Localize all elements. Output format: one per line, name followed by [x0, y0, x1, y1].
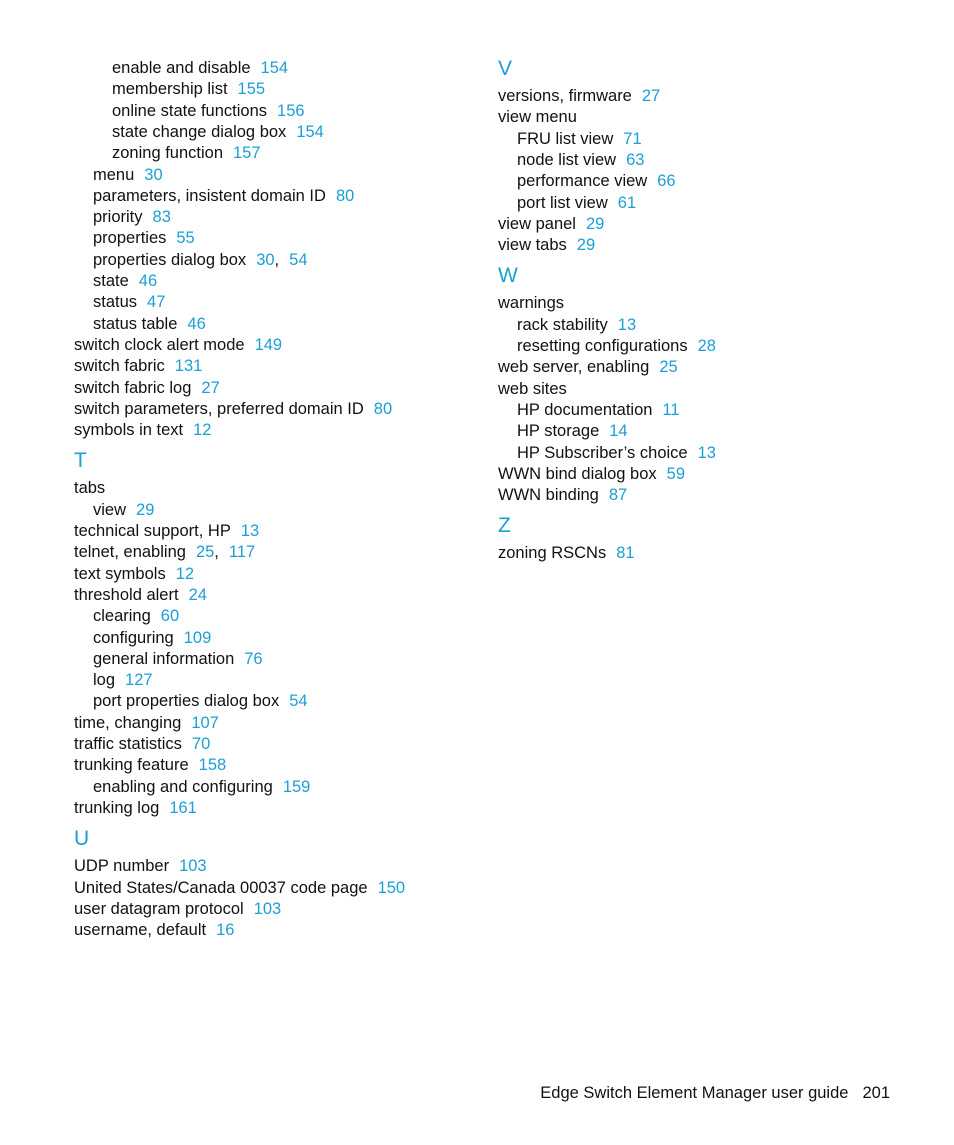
index-term: enable and disable	[112, 59, 251, 77]
index-entry	[74, 713, 219, 734]
index-term: web sites	[498, 379, 567, 398]
index-term: enabling and configuring	[93, 777, 273, 796]
index-term: warnings	[498, 294, 565, 313]
footer-page-number: 201	[862, 1084, 890, 1102]
index-entry	[74, 920, 234, 941]
index-entry	[93, 691, 308, 712]
index-term: United States/Canada 00037 code page	[74, 878, 368, 897]
index-entry	[74, 378, 220, 399]
page-link[interactable]: 13	[697, 443, 716, 462]
index-term: time, changing	[74, 713, 182, 732]
page-link[interactable]: 27	[201, 378, 220, 397]
page-link[interactable]: 80	[373, 399, 393, 418]
page-link[interactable]: 87	[608, 486, 628, 505]
page-link[interactable]: 16	[216, 921, 235, 940]
index-term: WWN binding	[498, 486, 599, 505]
index-term: switch parameters, preferred domain ID	[74, 399, 364, 418]
index-term: username, default	[74, 921, 207, 940]
index-term: HP storage	[517, 422, 600, 441]
index-entry	[498, 235, 595, 256]
index-entry	[74, 899, 281, 920]
index-term: trunking feature	[74, 756, 189, 775]
index-term: symbols in text	[74, 421, 184, 440]
page-link[interactable]: 12	[175, 564, 195, 583]
index-entry	[498, 464, 685, 485]
page-link[interactable]: 47	[147, 293, 166, 312]
index-term: threshold alert	[74, 585, 179, 604]
index-term: view panel	[498, 214, 576, 233]
page-footer	[540, 1083, 890, 1104]
index-entry	[74, 335, 282, 356]
index-entry	[498, 485, 627, 506]
index-entry	[74, 856, 207, 877]
index-term: rack stability	[517, 315, 608, 334]
page-link[interactable]: 107	[191, 713, 219, 732]
index-entry	[498, 379, 567, 400]
index-entry	[74, 521, 259, 542]
page-link[interactable]: 150	[377, 878, 406, 897]
page-link[interactable]: 29	[136, 500, 155, 519]
index-letter-heading: Z	[498, 514, 511, 538]
index-entry	[112, 122, 324, 143]
index-term: menu	[93, 165, 135, 184]
index-entry	[498, 357, 678, 378]
index-entry	[74, 734, 210, 755]
index-term: parameters, insistent domain ID	[93, 186, 326, 205]
index-letter-heading: V	[498, 57, 513, 80]
index-term: user datagram protocol	[74, 899, 244, 918]
index-entry	[93, 606, 179, 627]
index-entry	[498, 293, 564, 314]
index-term: performance view	[517, 172, 648, 191]
index-entry	[93, 165, 163, 186]
footer-title: Edge Switch Element Manager user guide	[540, 1084, 849, 1102]
index-term: membership list	[112, 80, 228, 99]
index-term: view	[93, 500, 127, 519]
index-entry	[93, 292, 165, 313]
page-link[interactable]: 29	[576, 236, 596, 255]
index-entry	[74, 420, 211, 441]
page-link[interactable]: 30	[144, 165, 163, 184]
index-term: tabs	[74, 479, 106, 498]
index-entry	[74, 878, 405, 899]
index-term: HP documentation	[517, 400, 653, 419]
page-separator: ,	[274, 250, 280, 269]
index-entry	[112, 143, 261, 164]
page-link[interactable]: 156	[277, 101, 305, 120]
index-term: port properties dialog box	[93, 692, 280, 711]
index-term: state change dialog box	[112, 122, 287, 141]
page-link[interactable]: 24	[188, 585, 207, 604]
index-term: log	[93, 671, 116, 690]
index-entry	[93, 314, 206, 335]
index-entry	[74, 755, 226, 776]
page-link[interactable]: 161	[169, 798, 197, 817]
index-term: node list view	[517, 150, 617, 169]
index-entry	[74, 542, 255, 563]
index-entry	[112, 79, 265, 100]
page-link[interactable]: 127	[125, 671, 153, 690]
index-entry	[498, 107, 577, 128]
page-link[interactable]: 61	[617, 193, 637, 212]
index-term: state	[93, 272, 129, 290]
page-link[interactable]: 76	[244, 649, 263, 668]
index-term: zoning function	[112, 144, 223, 163]
index-term: view tabs	[498, 236, 567, 255]
page-link[interactable]: 28	[697, 337, 716, 355]
page-link[interactable]: 70	[191, 735, 211, 753]
page-separator: ,	[214, 543, 219, 562]
index-term: resetting configurations	[517, 337, 688, 355]
index-term: zoning RSCNs	[498, 544, 607, 563]
index-entry	[93, 207, 171, 228]
index-term: online state functions	[112, 101, 268, 120]
index-term: switch fabric log	[74, 378, 192, 397]
index-entry	[93, 250, 308, 271]
index-entry	[112, 58, 288, 79]
index-entry	[93, 628, 211, 649]
page-link[interactable]: 30	[256, 250, 275, 269]
page-link[interactable]: 59	[666, 464, 686, 483]
index-entry	[517, 421, 628, 442]
index-letter-heading: W	[498, 264, 518, 288]
index-term: FRU list view	[517, 129, 614, 148]
index-entry	[517, 400, 680, 421]
page-link[interactable]: 13	[617, 315, 637, 334]
index-entry	[74, 356, 202, 377]
page-link[interactable]: 80	[335, 186, 355, 205]
page-link[interactable]: 11	[662, 400, 680, 419]
page-link[interactable]: 155	[237, 80, 266, 99]
page-link[interactable]: 63	[626, 150, 645, 169]
index-entry	[517, 129, 642, 150]
index-entry	[74, 399, 392, 420]
index-entry	[93, 228, 195, 249]
index-entry	[74, 478, 105, 499]
index-term: traffic statistics	[74, 735, 182, 753]
index-entry	[93, 670, 153, 691]
page-link[interactable]: 158	[198, 756, 227, 775]
index-entry	[517, 336, 716, 357]
page-link[interactable]: 27	[641, 87, 661, 105]
page-link[interactable]: 14	[609, 422, 628, 441]
page-link[interactable]: 149	[254, 335, 283, 354]
index-term: clearing	[93, 607, 151, 626]
index-term: trunking log	[74, 798, 160, 817]
index-term: port list view	[517, 193, 608, 212]
index-term: technical support, HP	[74, 522, 231, 540]
index-term: properties	[93, 229, 167, 248]
index-entry	[498, 86, 660, 107]
index-term: status	[93, 293, 138, 312]
page-link[interactable]: 159	[282, 777, 311, 796]
index-entry	[517, 315, 636, 336]
page-link[interactable]: 154	[260, 59, 289, 77]
index-term: configuring	[93, 628, 174, 647]
index-entry	[517, 443, 716, 464]
page-link[interactable]: 71	[623, 129, 642, 148]
page-link[interactable]: 81	[616, 544, 635, 563]
index-letter-heading: T	[74, 449, 87, 473]
page-link[interactable]: 46	[187, 314, 206, 333]
index-letter-heading: U	[74, 827, 90, 851]
index-entry	[112, 101, 305, 122]
page-link[interactable]: 54	[289, 250, 308, 269]
page-link[interactable]: 25	[659, 358, 678, 377]
index-entry	[74, 798, 197, 819]
index-term: status table	[93, 314, 178, 333]
index-entry	[74, 585, 207, 606]
page-link[interactable]: 157	[233, 144, 261, 163]
index-term: HP Subscriber’s choice	[517, 443, 688, 462]
index-term: text symbols	[74, 564, 166, 583]
index-entry	[93, 186, 354, 207]
index-term: WWN bind dialog box	[498, 464, 657, 483]
index-term: view menu	[498, 108, 577, 127]
index-entry	[517, 193, 636, 214]
page-link[interactable]: 54	[289, 692, 308, 711]
index-term: web server, enabling	[498, 358, 650, 377]
page-link[interactable]: 103	[179, 857, 207, 876]
page-link[interactable]: 117	[228, 543, 256, 562]
page-link[interactable]: 66	[657, 172, 676, 191]
index-term: switch clock alert mode	[74, 335, 245, 354]
page-link[interactable]: 83	[152, 208, 171, 227]
page-link[interactable]: 25	[195, 543, 215, 562]
page-link[interactable]: 60	[160, 607, 180, 626]
index-term: UDP number	[74, 857, 170, 876]
page-link[interactable]: 131	[174, 357, 203, 376]
index-entry	[93, 500, 154, 521]
page-link[interactable]: 29	[585, 214, 605, 233]
index-entry	[93, 777, 310, 798]
index-entry	[498, 543, 635, 564]
page-link[interactable]: 46	[138, 272, 158, 290]
index-entry	[74, 564, 194, 585]
index-entry	[93, 649, 263, 670]
index-term: telnet, enabling	[74, 543, 186, 562]
index-entry	[517, 150, 644, 171]
index-term: switch fabric	[74, 357, 165, 376]
index-entry	[498, 214, 604, 235]
index-term: properties dialog box	[93, 250, 247, 269]
index-entry	[517, 171, 676, 192]
index-term: priority	[93, 208, 143, 227]
page-link[interactable]: 154	[296, 122, 324, 141]
page-link[interactable]: 109	[183, 628, 212, 647]
index-term: general information	[93, 649, 235, 668]
page-link[interactable]: 103	[253, 899, 282, 918]
page-link[interactable]: 55	[176, 229, 195, 248]
page-link[interactable]: 12	[193, 421, 212, 440]
index-term: versions, firmware	[498, 87, 632, 105]
page-link[interactable]: 13	[240, 522, 260, 540]
index-entry	[93, 271, 157, 292]
